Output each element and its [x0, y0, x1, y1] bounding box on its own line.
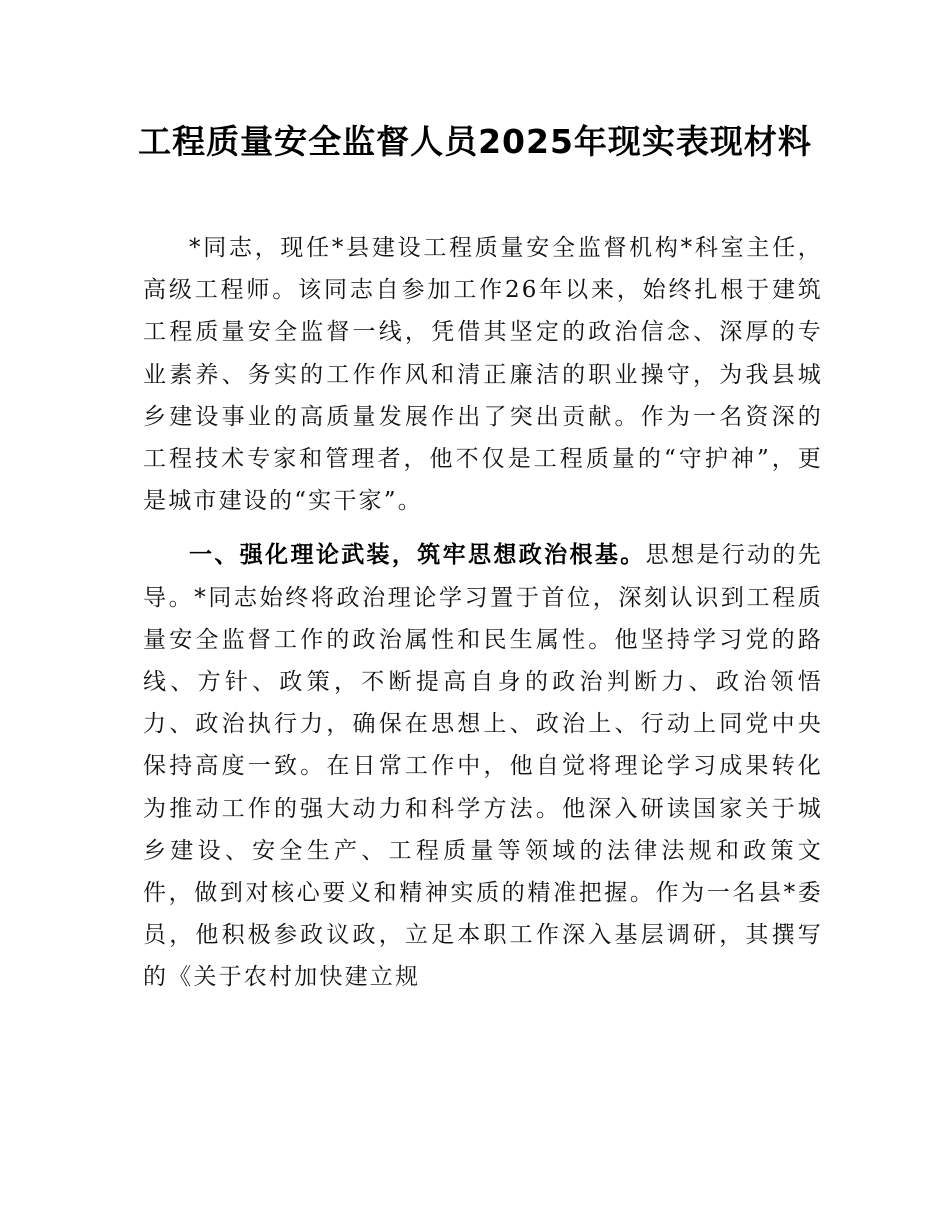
section-one-heading: 一、强化理论武装，筑牢思想政治根基。: [189, 542, 646, 569]
document-body: [143, 227, 823, 999]
intro-paragraph-text: *同志，现任*县建设工程质量安全监督机构*科室主任，高级工程师。该同志自参加工作26年以来，始终扎根于建筑工程质量安全监督一线，凭借其坚定的政治信念、深厚的专业素养、务实的工作作风和清正廉洁的职业操守，为我县城乡建设事业的高质量发展作出了突出贡献。作为一名资深的工程技术专家和管理者，他不仅是工程质量的“守护神”，更是城市建设的“实干家”。: [143, 235, 823, 515]
document-title: 工程质量安全监督人员2025年现实表现材料: [138, 122, 812, 161]
intro-paragraph: [143, 227, 823, 522]
section-one-text: 思想是行动的先导。*同志始终将政治理论学习置于首位，深刻认识到工程质量安全监督工作的政治属性和民生属性。他坚持学习党的路线、方针、政策，不断提高自身的政治判断力、政治领悟力、政治执行力，确保在思想上、政治上、行动上同党中央保持高度一致。在日常工作中，他自觉将理论学习成果转化为推动工作的强大动力和科学方法。他深入研读国家关于城乡建设、安全生产、工程质量等领域的法律法规和政策文件，做到对核心要义和精神实质的精准把握。作为一名县*委员，他积极参政议政，立足本职工作深入基层调研，其撰写的《关于农村加快建立规: [143, 542, 823, 991]
section-one-paragraph: [143, 534, 823, 998]
